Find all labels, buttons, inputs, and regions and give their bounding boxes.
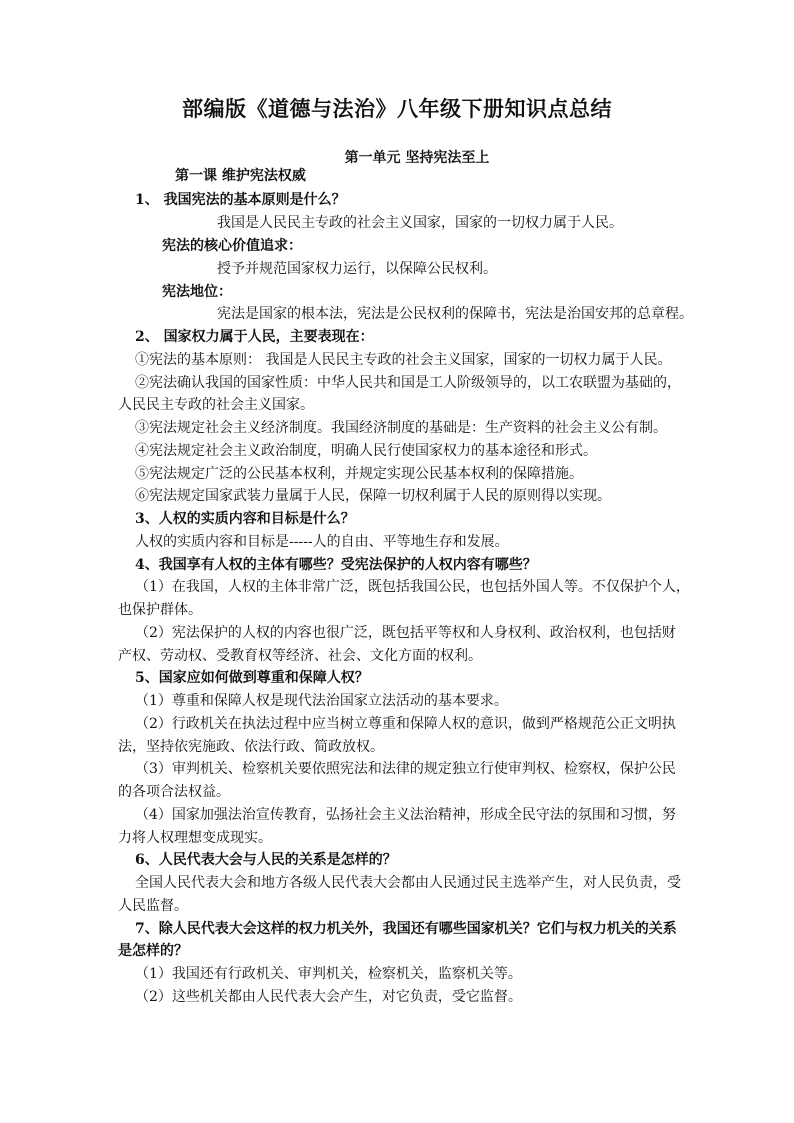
answer-text: （2）这些机关都由人民代表大会产生，对它负责，受它监督。 bbox=[135, 989, 522, 1005]
answer-text: 法，坚持依宪施政、依法行政、简政放权。 bbox=[118, 739, 384, 755]
answer-text: 授予并规范国家权力运行，以保障公民权利。 bbox=[217, 261, 497, 277]
answer-text: （3）审判机关、检察机关要依照宪法和法律的规定独立行使审判权、检察权，保护公民 bbox=[135, 761, 676, 777]
unit-heading: 第一单元 坚持宪法至上 bbox=[344, 150, 490, 166]
answer-text: 的各项合法权益。 bbox=[118, 784, 230, 800]
question-heading: 7、除人民代表大会这样的权力机关外，我国还有哪些国家机关？它们与权力机关的关系 bbox=[135, 921, 677, 937]
list-item: ①宪法的基本原则： 我国是人民民主专政的社会主义国家，国家的一切权力属于人民。 bbox=[135, 352, 672, 368]
answer-text: 我国是人民民主专政的社会主义国家，国家的一切权力属于人民。 bbox=[217, 215, 623, 231]
question-heading: 3、人权的实质内容和目标是什么？ bbox=[135, 511, 355, 527]
subheading: 宪法的核心价值追求： bbox=[162, 238, 302, 254]
document-title: 部编版《道德与法治》八年级下册知识点总结 bbox=[182, 96, 612, 121]
answer-text: 人民监督。 bbox=[118, 898, 188, 914]
answer-text: 产权、劳动权、受教育权等经济、社会、文化方面的权利。 bbox=[118, 648, 482, 664]
list-item: ④宪法规定社会主义政治制度，明确人民行使国家权力的基本途径和形式。 bbox=[135, 443, 597, 459]
answer-text: （1）我国还有行政机关、审判机关，检察机关，监察机关等。 bbox=[135, 966, 522, 982]
answer-text: （1）在我国，人权的主体非常广泛，既包括我国公民，也包括外国人等。不仅保护个人， bbox=[135, 579, 690, 595]
answer-text: （4）国家加强法治宣传教育，弘扬社会主义法治精神，形成全民守法的氛围和习惯，努 bbox=[135, 807, 676, 823]
answer-text: 人权的实质内容和目标是-----人的自由、平等地生存和发展。 bbox=[135, 534, 509, 550]
list-item: ②宪法确认我国的国家性质：中华人民共和国是工人阶级领导的，以工农联盟为基础的， bbox=[135, 375, 681, 391]
question-heading: 4、我国享有人权的主体有哪些？受宪法保护的人权内容有哪些？ bbox=[135, 557, 537, 573]
answer-text: （1）尊重和保障人权是现代法治国家立法活动的基本要求。 bbox=[135, 693, 508, 709]
subheading: 宪法地位： bbox=[162, 284, 232, 300]
answer-text: 全国人民代表大会和地方各级人民代表大会都由人民通过民主选举产生，对人民负责，受 bbox=[135, 875, 681, 891]
question-heading: 5、国家应如何做到尊重和保障人权？ bbox=[135, 670, 369, 686]
list-item: ⑤宪法规定广泛的公民基本权利，并规定实现公民基本权利的保障措施。 bbox=[135, 466, 583, 482]
answer-text: 宪法是国家的根本法，宪法是公民权利的保障书，宪法是治国安邦的总章程。 bbox=[217, 306, 693, 322]
question-heading: 6、人民代表大会与人民的关系是怎样的？ bbox=[135, 852, 397, 868]
lesson-heading: 第一课 维护宪法权威 bbox=[175, 168, 306, 184]
question-heading: 2、 国家权力属于人民，主要表现在： bbox=[135, 329, 374, 345]
answer-text: 也保护群体。 bbox=[118, 602, 202, 618]
question-heading: 是怎样的？ bbox=[118, 943, 188, 959]
list-item: ⑥宪法规定国家武装力量属于人民，保障一切权利属于人民的原则得以实现。 bbox=[135, 488, 611, 504]
answer-text: （2）行政机关在执法过程中应当树立尊重和保障人权的意识，做到严格规范公正文明执 bbox=[135, 716, 676, 732]
question-heading: 1、 我国宪法的基本原则是什么？ bbox=[135, 192, 346, 208]
answer-text: （2）宪法保护的人权的内容也很广泛，既包括平等权和人身权利、政治权利，也包括财 bbox=[135, 625, 676, 641]
list-item-continuation: 人民民主专政的社会主义国家。 bbox=[118, 397, 314, 413]
list-item: ③宪法规定社会主义经济制度。我国经济制度的基础是：生产资料的社会主义公有制。 bbox=[135, 420, 667, 436]
answer-text: 力将人权理想变成现实。 bbox=[118, 830, 272, 846]
